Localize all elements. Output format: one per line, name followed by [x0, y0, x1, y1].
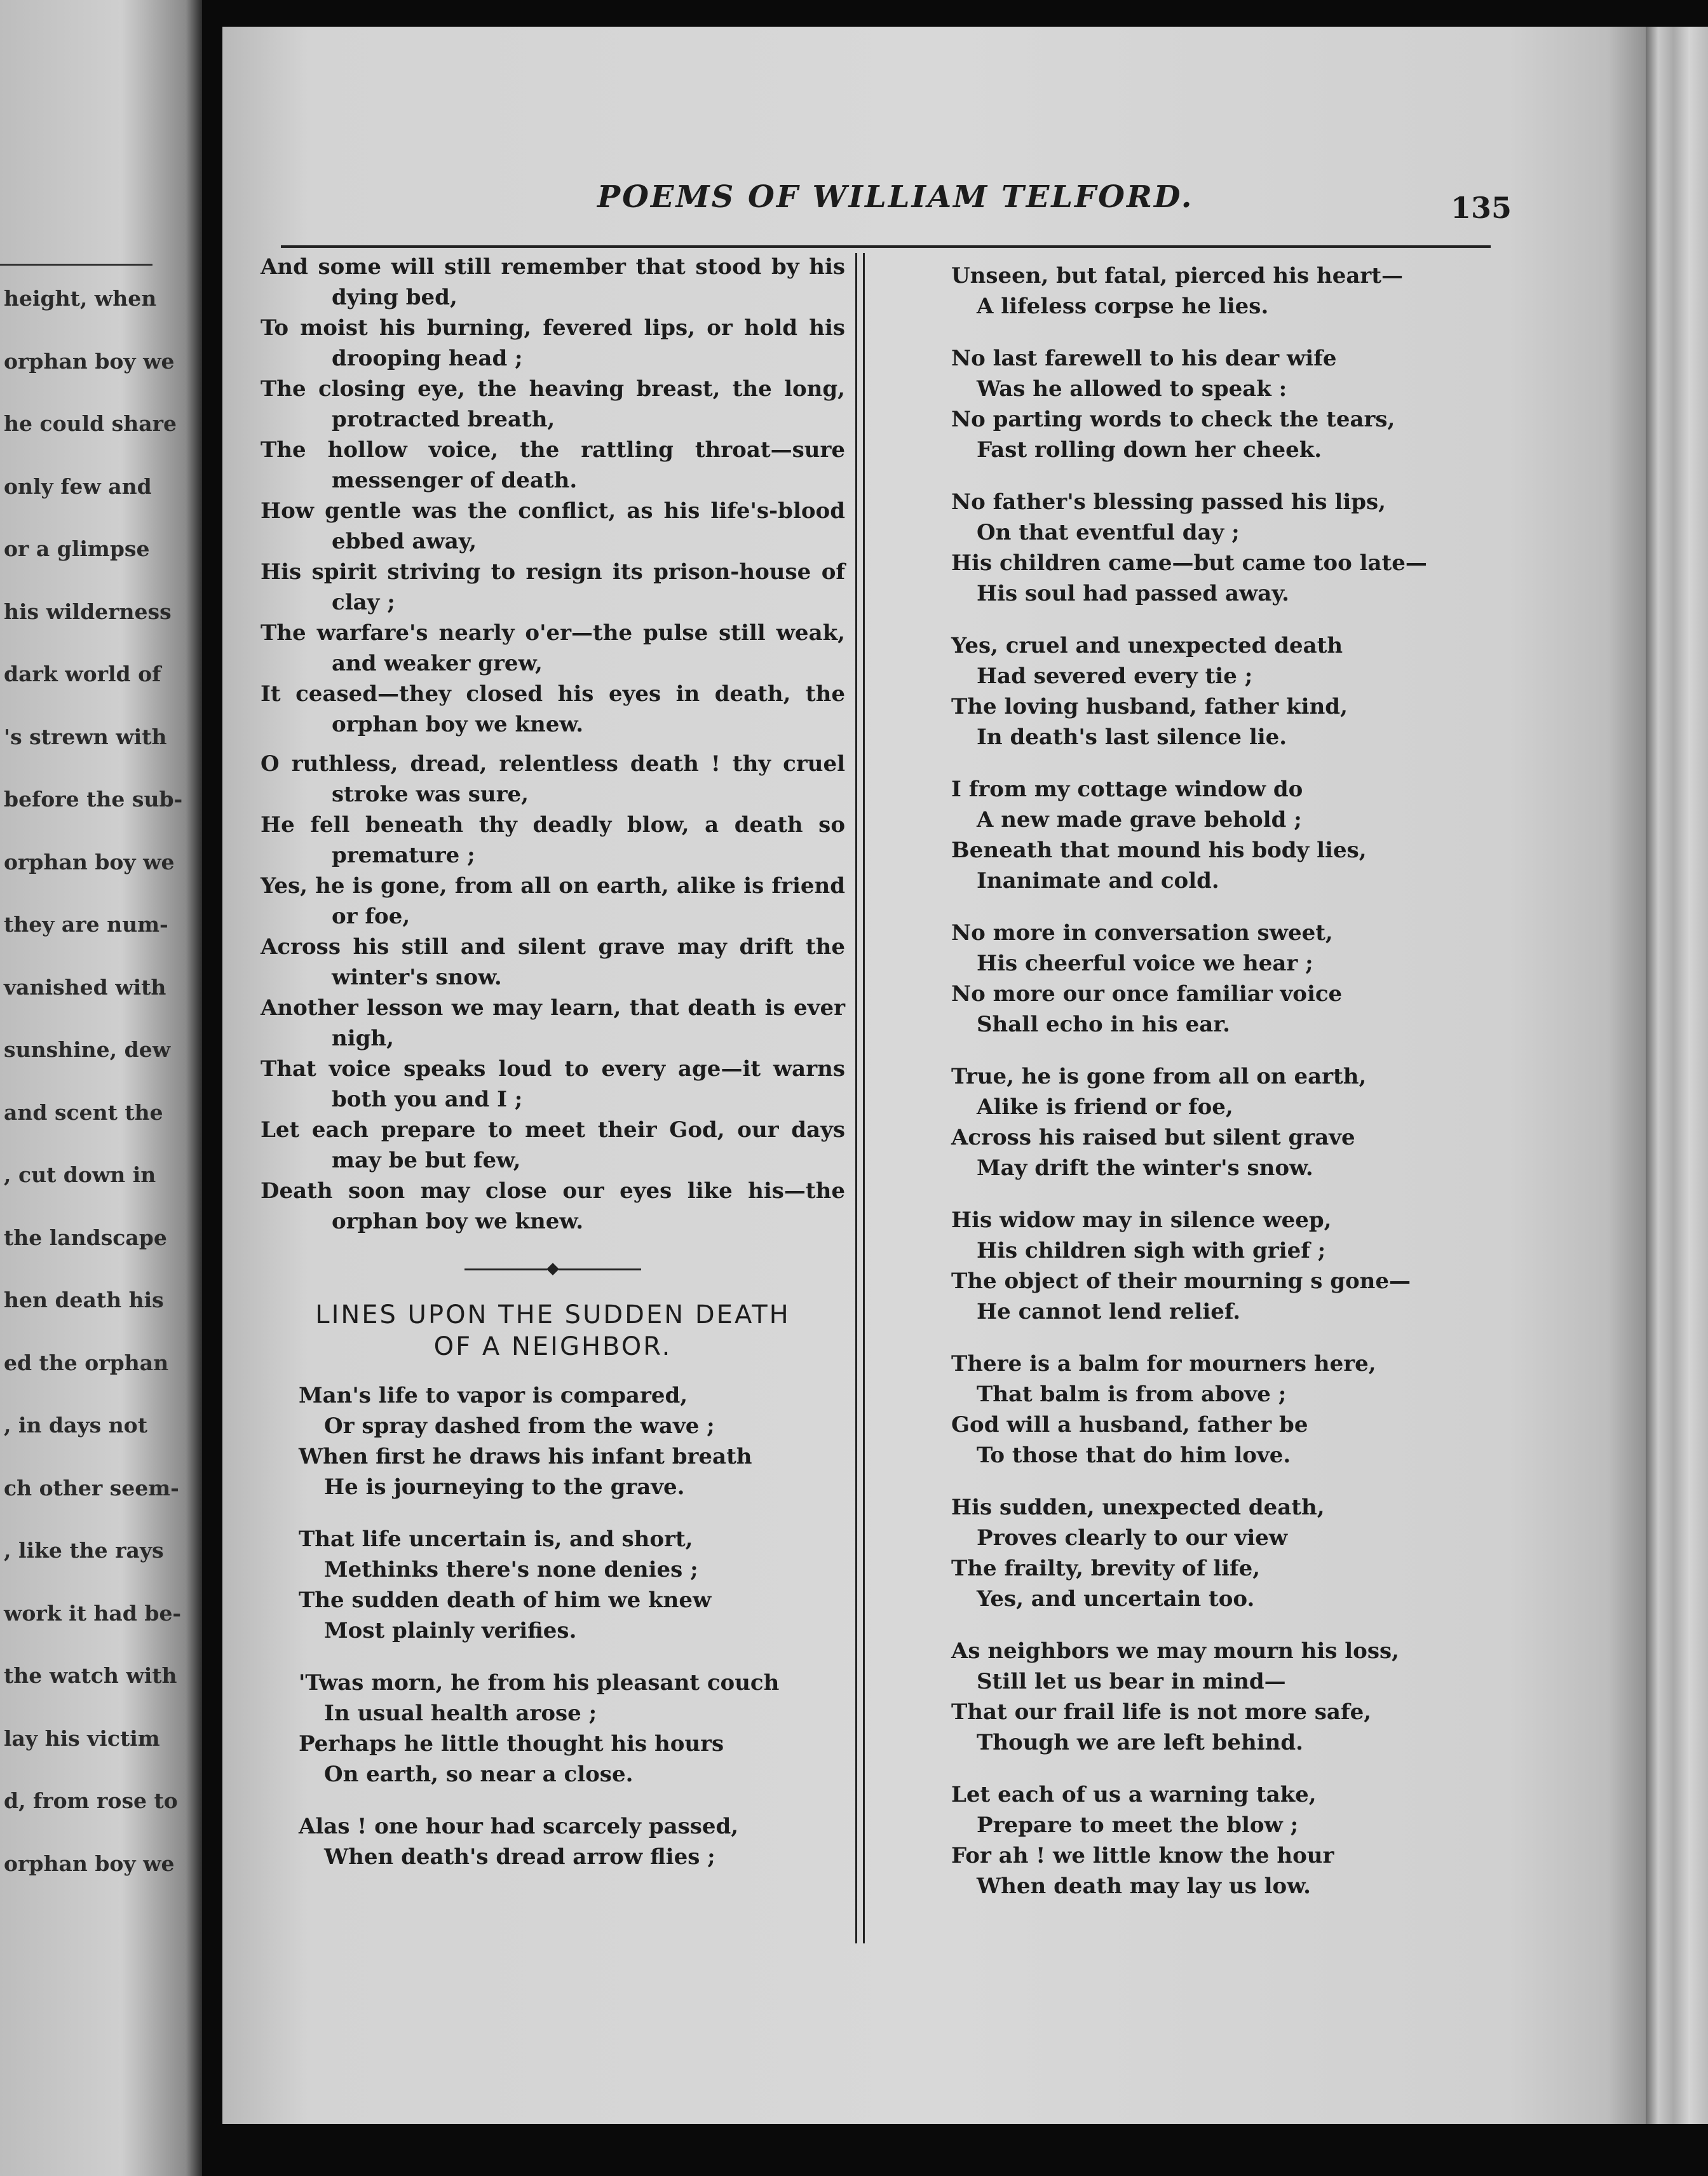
poem-line: And some will still remember that stood by his dying bed,	[261, 254, 845, 310]
poem-line: Most plainly verifies.	[324, 1618, 577, 1643]
left-page-rule	[0, 264, 152, 266]
column-rule	[855, 253, 857, 1943]
page-edge	[1646, 27, 1708, 2124]
left-page-line: only few and	[4, 473, 152, 499]
poem-line: His spirit striving to resign its prison-house of clay ;	[261, 559, 845, 615]
poem-line: When death's dread arrow flies ;	[324, 1844, 715, 1870]
poem-line: His children sigh with grief ;	[977, 1238, 1326, 1263]
poem-line: Though we are left behind.	[977, 1730, 1303, 1755]
poem-line: Death soon may close our eyes like his—the orphan boy we knew.	[261, 1178, 845, 1234]
poem-line: As neighbors we may mourn his loss,	[951, 1638, 1399, 1664]
section-title-line: LINES UPON THE SUDDEN DEATH	[315, 1300, 790, 1329]
poem-line: That our frail life is not more safe,	[951, 1699, 1372, 1725]
poem-line: A lifeless corpse he lies.	[977, 294, 1269, 319]
poem-line: No more our once familiar voice	[951, 981, 1343, 1007]
left-page-line: his wilderness	[4, 599, 172, 624]
poem-line: To those that do him love.	[977, 1443, 1291, 1468]
left-page-line: orphan boy we	[4, 1851, 175, 1876]
poem-line: Man's life to vapor is compared,	[299, 1383, 688, 1408]
left-page-line: , like the rays	[4, 1538, 164, 1563]
stanza	[951, 1205, 1472, 1327]
poem-line: May drift the winter's snow.	[977, 1155, 1313, 1181]
neighbor-poem	[261, 1380, 845, 1872]
poem-line: He is journeying to the grave.	[324, 1474, 685, 1500]
poem-line: No last farewell to his dear wife	[951, 346, 1337, 371]
poem-line: The frailty, brevity of life,	[951, 1556, 1261, 1581]
header-rule	[281, 245, 1491, 248]
stanza	[951, 918, 1472, 1040]
poem-line: How gentle was the conflict, as his life's-blood ebbed away,	[261, 498, 845, 554]
left-page-line: dark world of	[4, 662, 161, 686]
left-page-line: or a glimpse	[4, 536, 150, 561]
poem-line: Across his raised but silent grave	[951, 1125, 1355, 1150]
poem-line: No more in conversation sweet,	[951, 920, 1333, 946]
poem-line: Fast rolling down her cheek.	[977, 437, 1322, 463]
stanza	[951, 1636, 1472, 1758]
stanza	[951, 261, 1472, 322]
left-page-fragment	[0, 0, 202, 2176]
stanza	[299, 1380, 845, 1502]
poem-line: Let each of us a warning take,	[951, 1782, 1317, 1807]
poem-line: Yes, he is gone, from all on earth, alike is friend or foe,	[261, 873, 845, 929]
left-page-line: d, from rose to	[4, 1788, 178, 1813]
poem-line: The closing eye, the heaving breast, the long, protracted breath,	[261, 376, 845, 432]
stanza	[299, 1811, 845, 1872]
poem-line: Beneath that mound his body lies,	[951, 838, 1367, 863]
left-page-line: the watch with	[4, 1663, 177, 1688]
left-page-line: and scent the	[4, 1099, 163, 1125]
section-title-line: OF A NEIGHBOR.	[433, 1332, 672, 1361]
poem-line: Was he allowed to speak :	[977, 376, 1287, 402]
poem-line: That voice speaks loud to every age—it warns both you and I ;	[261, 1056, 845, 1112]
poem-line: 'Twas morn, he from his pleasant couch	[299, 1670, 780, 1696]
poem-line: Shall echo in his ear.	[977, 1012, 1230, 1037]
stanza	[951, 1349, 1472, 1471]
poem-line: The loving husband, father kind,	[951, 694, 1348, 719]
poem-line: On earth, so near a close.	[324, 1762, 634, 1787]
stanza	[299, 1668, 845, 1790]
stanza	[951, 1779, 1472, 1901]
left-page-line: orphan boy we	[4, 348, 175, 374]
poem-line: He fell beneath thy deadly blow, a death so premature ;	[261, 812, 845, 868]
poem-line: Proves clearly to our view	[977, 1525, 1288, 1551]
poem-line: Unseen, but fatal, pierced his heart—	[951, 263, 1403, 289]
poem-line: A new made grave behold ;	[977, 807, 1302, 833]
poem-line: I from my cottage window do	[951, 777, 1303, 802]
poem-line: Yes, cruel and unexpected death	[951, 633, 1343, 658]
poem-line: His soul had passed away.	[977, 581, 1290, 606]
left-page-line: they are num-	[4, 912, 168, 937]
stanza	[299, 1524, 845, 1646]
poem-line: Still let us bear in mind—	[977, 1669, 1286, 1694]
section-ornament	[261, 1265, 845, 1274]
poem-line: O ruthless, dread, relentless death ! thy cruel stroke was sure,	[261, 751, 845, 807]
left-page-line: before the sub-	[4, 787, 183, 812]
poem-line: The warfare's nearly o'er—the pulse still weak, and weaker grew,	[261, 620, 845, 676]
poem-line: He cannot lend relief.	[977, 1299, 1241, 1324]
left-page-line: the landscape	[4, 1225, 167, 1250]
poem-line: When death may lay us low.	[977, 1873, 1311, 1899]
poem-line: His children came—but came too late—	[951, 550, 1427, 576]
right-column	[951, 261, 1472, 1923]
poem-line: God will a husband, father be	[951, 1412, 1308, 1438]
poem-line: There is a balm for mourners here,	[951, 1351, 1376, 1377]
poem-line: Another lesson we may learn, that death is ever nigh,	[261, 995, 845, 1051]
left-page-line: orphan boy we	[4, 849, 175, 874]
left-column	[261, 252, 845, 1894]
left-page-line: ch other seem-	[4, 1475, 179, 1500]
stanza	[951, 1492, 1472, 1614]
poem-line: It ceased—they closed his eyes in death, the orphan boy we knew.	[261, 681, 845, 737]
running-head: POEMS OF WILLIAM TELFORD.	[597, 179, 1194, 215]
poem-line: Let each prepare to meet their God, our days may be but few,	[261, 1117, 845, 1173]
poem-line: That balm is from above ;	[977, 1382, 1287, 1407]
poem-line: His sudden, unexpected death,	[951, 1495, 1325, 1520]
left-page-line: he could share	[4, 411, 177, 436]
poem-line: Alas ! one hour had scarcely passed,	[299, 1814, 739, 1839]
poem-line: In usual health arose ;	[324, 1701, 597, 1726]
left-page-line: , cut down in	[4, 1162, 156, 1187]
left-page-line: hen death his	[4, 1288, 164, 1312]
stanza	[951, 774, 1472, 896]
poem-line: Alike is friend or foe,	[977, 1094, 1233, 1120]
orphan-boy-poem	[261, 252, 845, 1237]
poem-line: Prepare to meet the blow ;	[977, 1812, 1299, 1838]
section-title	[261, 1299, 845, 1363]
left-page-line: work it had be-	[4, 1600, 182, 1626]
left-page-line: ed the orphan	[4, 1350, 169, 1375]
poem-line: The sudden death of him we knew	[299, 1588, 712, 1613]
poem-line: Perhaps he little thought his hours	[299, 1731, 724, 1757]
column-rule	[863, 253, 865, 1943]
left-page-line: , in days not	[4, 1413, 147, 1438]
left-page-line: sunshine, dew	[4, 1037, 171, 1062]
poem-line: His widow may in silence weep,	[951, 1207, 1332, 1233]
poem-line: That life uncertain is, and short,	[299, 1527, 693, 1552]
poem-line: No parting words to check the tears,	[951, 407, 1395, 432]
poem-line: In death's last silence lie.	[977, 724, 1287, 750]
poem-line: To moist his burning, fevered lips, or hold his drooping head ;	[261, 315, 845, 371]
poem-line: When first he draws his infant breath	[299, 1444, 752, 1469]
poem-line: No father's blessing passed his lips,	[951, 489, 1386, 515]
stanza	[951, 1061, 1472, 1183]
poem-line: Across his still and silent grave may drift the winter's snow.	[261, 934, 845, 990]
stanza	[951, 630, 1472, 752]
poem-line: For ah ! we little know the hour	[951, 1843, 1334, 1868]
left-page-line: 's strewn with	[4, 724, 167, 749]
stanza	[951, 343, 1472, 465]
poem-line: Inanimate and cold.	[977, 868, 1219, 894]
poem-line: Methinks there's none denies ;	[324, 1557, 698, 1582]
poem-line: Or spray dashed from the wave ;	[324, 1413, 715, 1439]
poem-line: The hollow voice, the rattling throat—sure messenger of death.	[261, 437, 845, 493]
poem-line: On that eventful day ;	[977, 520, 1240, 545]
left-page-line: lay his victim	[4, 1725, 160, 1751]
poem-line: The object of their mourning s gone—	[951, 1268, 1411, 1294]
poem-line: His cheerful voice we hear ;	[977, 951, 1313, 976]
poem-line: True, he is gone from all on earth,	[951, 1064, 1367, 1089]
stanza	[951, 487, 1472, 609]
left-page-line: height, when	[4, 286, 157, 311]
poem-line: Had severed every tie ;	[977, 663, 1253, 689]
left-page-line: vanished with	[4, 974, 166, 1000]
page-number: 135	[1451, 191, 1512, 225]
poem-line: Yes, and uncertain too.	[977, 1586, 1255, 1612]
